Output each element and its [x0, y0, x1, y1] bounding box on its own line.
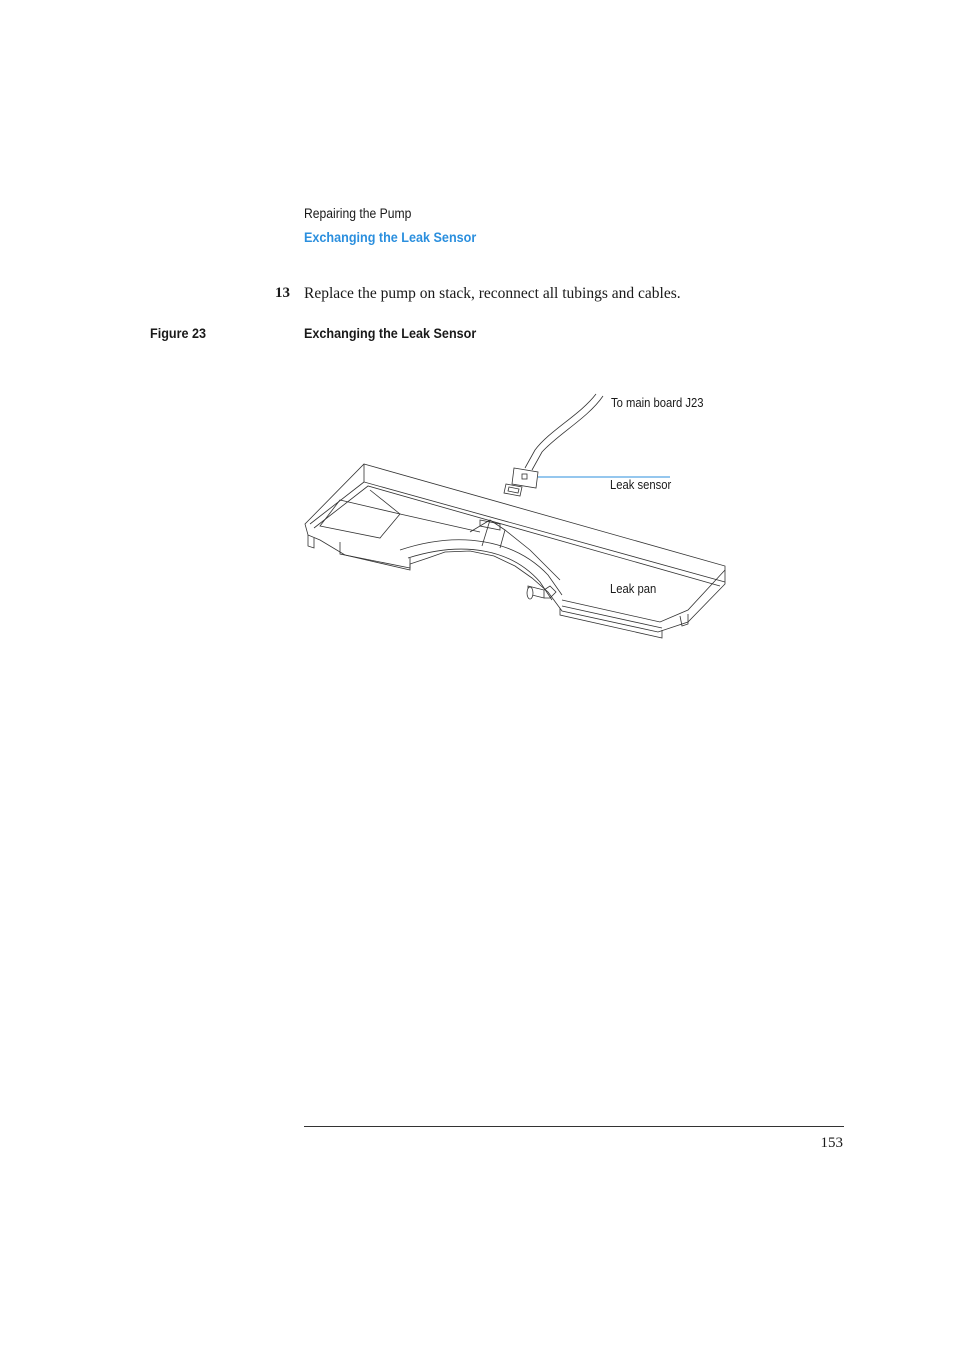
callout-main-board: To main board J23 — [611, 396, 704, 410]
sensor-cable — [525, 394, 596, 468]
leak-sensor-part — [512, 468, 538, 488]
callout-leak-pan: Leak pan — [610, 582, 657, 596]
chapter-title: Repairing the Pump — [304, 206, 412, 221]
step-number: 13 — [275, 285, 290, 301]
callout-leak-sensor: Leak sensor — [610, 478, 672, 492]
footer-rule — [304, 1126, 844, 1127]
page-number: 153 — [820, 1135, 843, 1151]
figure-title: Exchanging the Leak Sensor — [304, 325, 477, 341]
leak-sensor-part — [504, 484, 522, 496]
section-title: Exchanging the Leak Sensor — [304, 229, 477, 245]
step-text: Replace the pump on stack, reconnect all tubings and cables. — [304, 285, 681, 302]
figure-label: Figure 23 — [150, 325, 207, 341]
drain-fitting — [527, 587, 533, 599]
leak-pan-illustration — [300, 390, 740, 650]
sensor-cable — [532, 396, 603, 470]
